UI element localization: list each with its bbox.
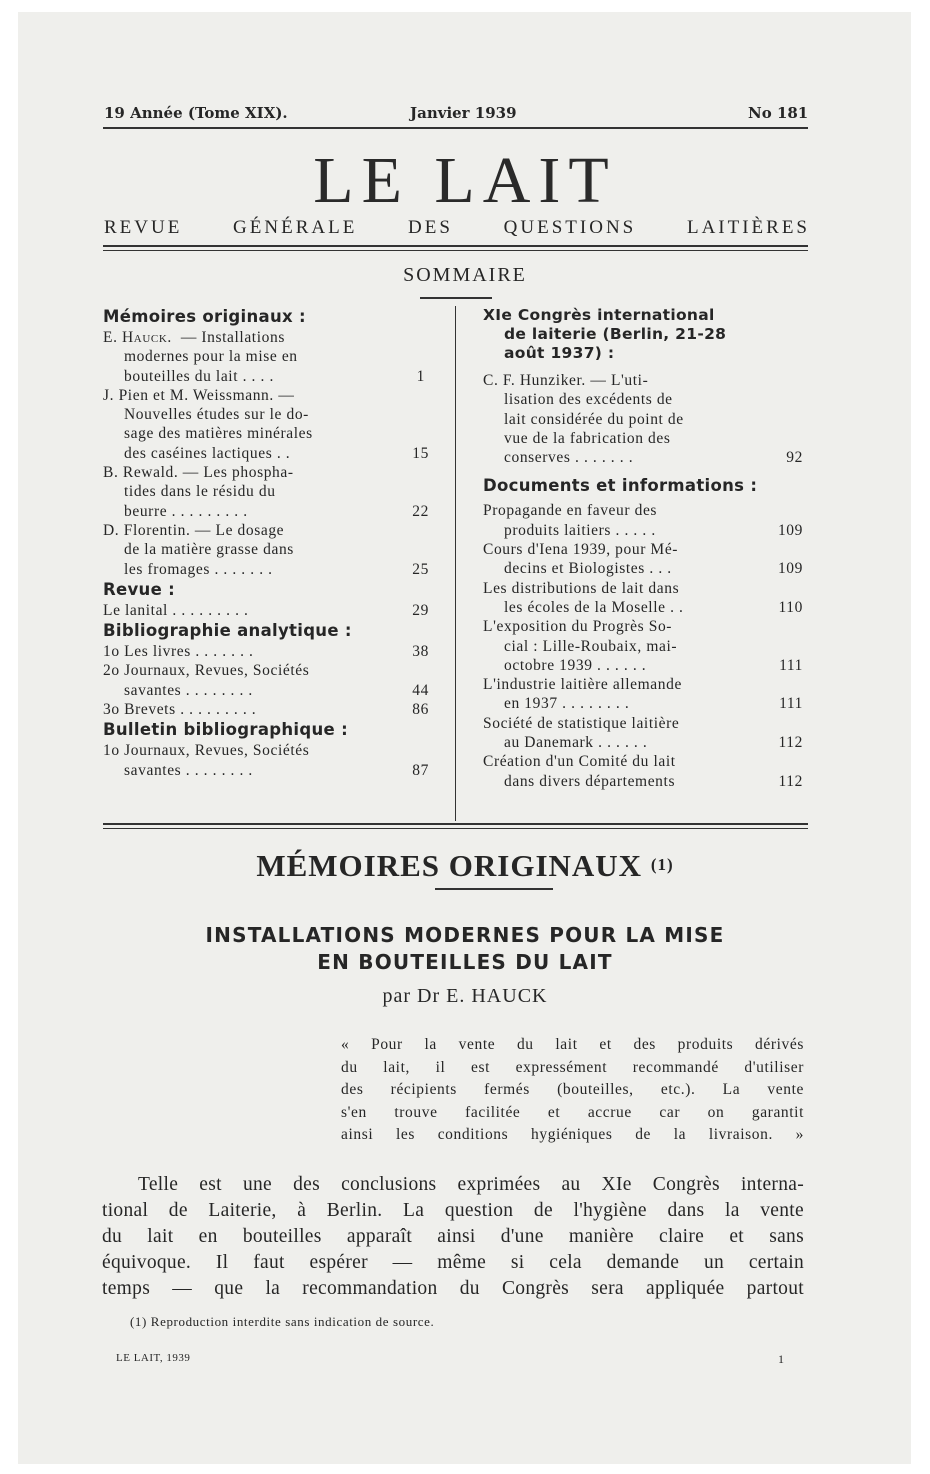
subtitle-rule-top	[103, 245, 808, 247]
sommaire-underline	[420, 297, 492, 299]
issue-number: No 181	[748, 104, 809, 122]
toc-page: 1	[416, 367, 425, 385]
toc-line: savantes . . . . . . . .	[124, 761, 253, 779]
toc-line: lait considérée du point de	[504, 410, 684, 428]
toc-line: — Installations	[180, 329, 285, 346]
section-bibliographie: Bibliographie analytique :	[103, 621, 352, 641]
journal-title: LE LAIT	[313, 144, 617, 217]
congres-line: août 1937) :	[504, 344, 615, 362]
contents-right-column	[483, 306, 803, 791]
section-congres	[483, 306, 803, 363]
contents-rule-top	[103, 823, 808, 825]
toc-entry-livres[interactable]	[103, 642, 429, 661]
toc-line: 1o Journaux, Revues, Sociétés	[103, 742, 310, 760]
congres-line: XIe Congrès international	[483, 306, 715, 324]
toc-entry-lanital[interactable]	[103, 601, 429, 620]
quote-line: « Pour la vente du lait et des produits dérivés	[341, 1036, 804, 1053]
toc-line: sage des matières minérales	[124, 425, 313, 443]
toc-line: 1o Les livres . . . . . . .	[103, 643, 254, 661]
toc-line: Le lanital . . . . . . . . .	[103, 601, 249, 619]
toc-line: lisation des excédents de	[504, 391, 673, 409]
toc-page: 22	[412, 502, 429, 520]
toc-page: 15	[412, 444, 429, 462]
toc-line: vue de la fabrication des	[504, 429, 671, 447]
body-line: tional de Laiterie, à Berlin. La question de l'hygiène dans la vente	[102, 1200, 804, 1221]
toc-line: octobre 1939 . . . . . .	[504, 656, 647, 674]
toc-page: 87	[412, 761, 429, 779]
section-title-underline	[435, 888, 553, 890]
toc-line: D. Florentin. — Le dosage	[103, 521, 285, 539]
toc-line: cial : Lille-Roubaix, mai-	[504, 637, 678, 655]
toc-page: 112	[778, 772, 803, 790]
toc-entry-hunziker[interactable]	[483, 371, 803, 467]
toc-line: 2o Journaux, Revues, Sociétés	[103, 662, 310, 680]
article-title	[0, 922, 930, 976]
quote-line: ainsi les conditions hygiéniques de la livraison. »	[341, 1126, 804, 1143]
sommaire-heading: SOMMAIRE	[403, 264, 527, 286]
journal-subtitle: REVUE GÉNÉRALE DES QUESTIONS LAITIÈRES	[104, 217, 810, 238]
column-divider	[455, 306, 456, 821]
section-title-text: MÉMOIRES ORIGINAUX	[256, 848, 643, 883]
toc-line: savantes . . . . . . . .	[124, 681, 253, 699]
toc-page: 25	[412, 560, 429, 578]
footer-page-number: 1	[778, 1352, 784, 1366]
toc-line: au Danemark . . . . . .	[504, 734, 648, 752]
toc-entry-rewald[interactable]	[103, 463, 429, 521]
body-line: Telle est une des conclusions exprimées au XIe Congrès interna-	[138, 1174, 804, 1195]
toc-line: tides dans le résidu du	[124, 483, 276, 501]
toc-page: 109	[777, 521, 803, 539]
toc-line: decins et Biologistes . . .	[504, 560, 672, 578]
toc-line: beurre . . . . . . . . .	[124, 502, 248, 520]
toc-line: bouteilles du lait . . . .	[124, 367, 274, 385]
quote-line: s'en trouve facilitée et accrue car on garantit	[341, 1103, 804, 1121]
toc-line: produits laitiers . . . . .	[504, 521, 656, 539]
toc-author: E. Hauck.	[103, 329, 172, 346]
toc-line: les écoles de la Moselle . .	[504, 598, 684, 616]
toc-line: Création d'un Comité du lait	[483, 753, 676, 771]
section-revue: Revue :	[103, 579, 176, 599]
quote-line: du lait, il est expressément recommandé d'utiliser	[341, 1058, 804, 1076]
toc-entry-danemark[interactable]	[483, 714, 803, 753]
toc-entry-florentin[interactable]	[103, 521, 429, 579]
toc-page: 111	[779, 656, 803, 674]
footer-journal-year: LE LAIT, 1939	[116, 1352, 191, 1364]
toc-line: en 1937 . . . . . . . .	[504, 695, 630, 713]
toc-entry-propagande[interactable]	[483, 501, 803, 540]
toc-line: dans divers départements	[504, 772, 676, 790]
toc-entry-bulletin-journaux[interactable]	[103, 741, 429, 780]
toc-entry-iena[interactable]	[483, 540, 803, 579]
section-documents: Documents et informations :	[483, 476, 758, 496]
article-byline: par Dr E. HAUCK	[382, 985, 548, 1007]
toc-line: B. Rewald. — Les phospha-	[103, 464, 294, 482]
toc-page: 38	[412, 643, 429, 661]
toc-line: modernes pour la mise en	[124, 348, 298, 366]
toc-line: Cours d'Iena 1939, pour Mé-	[483, 541, 679, 559]
toc-entry-journaux[interactable]	[103, 661, 429, 700]
toc-page: 86	[412, 701, 429, 719]
footnote: (1) Reproduction interdite sans indication de source.	[130, 1314, 435, 1329]
toc-entry-brevets[interactable]	[103, 700, 429, 719]
toc-page: 92	[786, 449, 803, 467]
volume-year: 19 Année (Tome XIX).	[104, 104, 288, 122]
article-title-line: EN BOUTEILLES DU LAIT	[317, 950, 613, 974]
masthead-rule	[103, 127, 808, 129]
issue-date: Janvier 1939	[410, 104, 517, 122]
toc-entry-allemande[interactable]	[483, 675, 803, 714]
toc-line: de la matière grasse dans	[124, 541, 294, 559]
toc-line: Société de statistique laitière	[483, 714, 680, 732]
toc-page: 110	[778, 598, 803, 616]
article-title-line: INSTALLATIONS MODERNES POUR LA MISE	[205, 923, 725, 947]
toc-line: conserves . . . . . . .	[504, 449, 634, 467]
toc-page: 29	[412, 601, 429, 619]
toc-line: C. F. Hunziker. — L'uti-	[483, 372, 649, 389]
body-line: du lait en bouteilles apparaît ainsi d'une manière claire et sans	[102, 1226, 804, 1247]
toc-entry-comite[interactable]	[483, 752, 803, 791]
article-body	[102, 1172, 804, 1302]
epigraph-quote	[341, 1034, 804, 1147]
toc-page: 109	[777, 560, 803, 578]
toc-line: des caséines lactiques . .	[124, 444, 291, 462]
contents-rule-bottom	[103, 828, 808, 829]
toc-page: 44	[412, 681, 429, 699]
body-line: temps — que la recommandation du Congrès sera appliquée partout	[102, 1278, 804, 1299]
quote-line: des récipients fermés (bouteilles, etc.). La vente	[341, 1081, 804, 1098]
section-title	[0, 848, 930, 884]
contents-left-column	[103, 306, 429, 780]
section-memoires: Mémoires originaux :	[103, 307, 306, 326]
body-line: équivoque. Il faut espérer — même si cela demande un certain	[102, 1252, 804, 1273]
subtitle-rule-bottom	[103, 250, 808, 251]
toc-line: 3o Brevets . . . . . . . . .	[103, 701, 257, 719]
toc-entry-exposition[interactable]	[483, 617, 803, 675]
toc-line: J. Pien et M. Weissmann. —	[103, 386, 295, 404]
toc-entry-hauck[interactable]	[103, 328, 429, 386]
section-bulletin: Bulletin bibliographique :	[103, 720, 348, 740]
toc-page: 111	[779, 695, 803, 713]
toc-line: les fromages . . . . . . .	[124, 560, 273, 578]
toc-page: 112	[778, 734, 803, 752]
toc-entry-moselle[interactable]	[483, 579, 803, 618]
toc-line: Nouvelles études sur le do-	[124, 406, 309, 424]
toc-line: L'exposition du Progrès So-	[483, 618, 673, 636]
footnote-marker[interactable]: (1)	[650, 855, 674, 874]
toc-line: L'industrie laitière allemande	[483, 676, 682, 694]
toc-line: Propagande en faveur des	[483, 502, 658, 520]
congres-line: de laiterie (Berlin, 21-28	[504, 325, 727, 343]
toc-entry-pien[interactable]	[103, 386, 429, 463]
toc-line: Les distributions de lait dans	[483, 579, 680, 597]
